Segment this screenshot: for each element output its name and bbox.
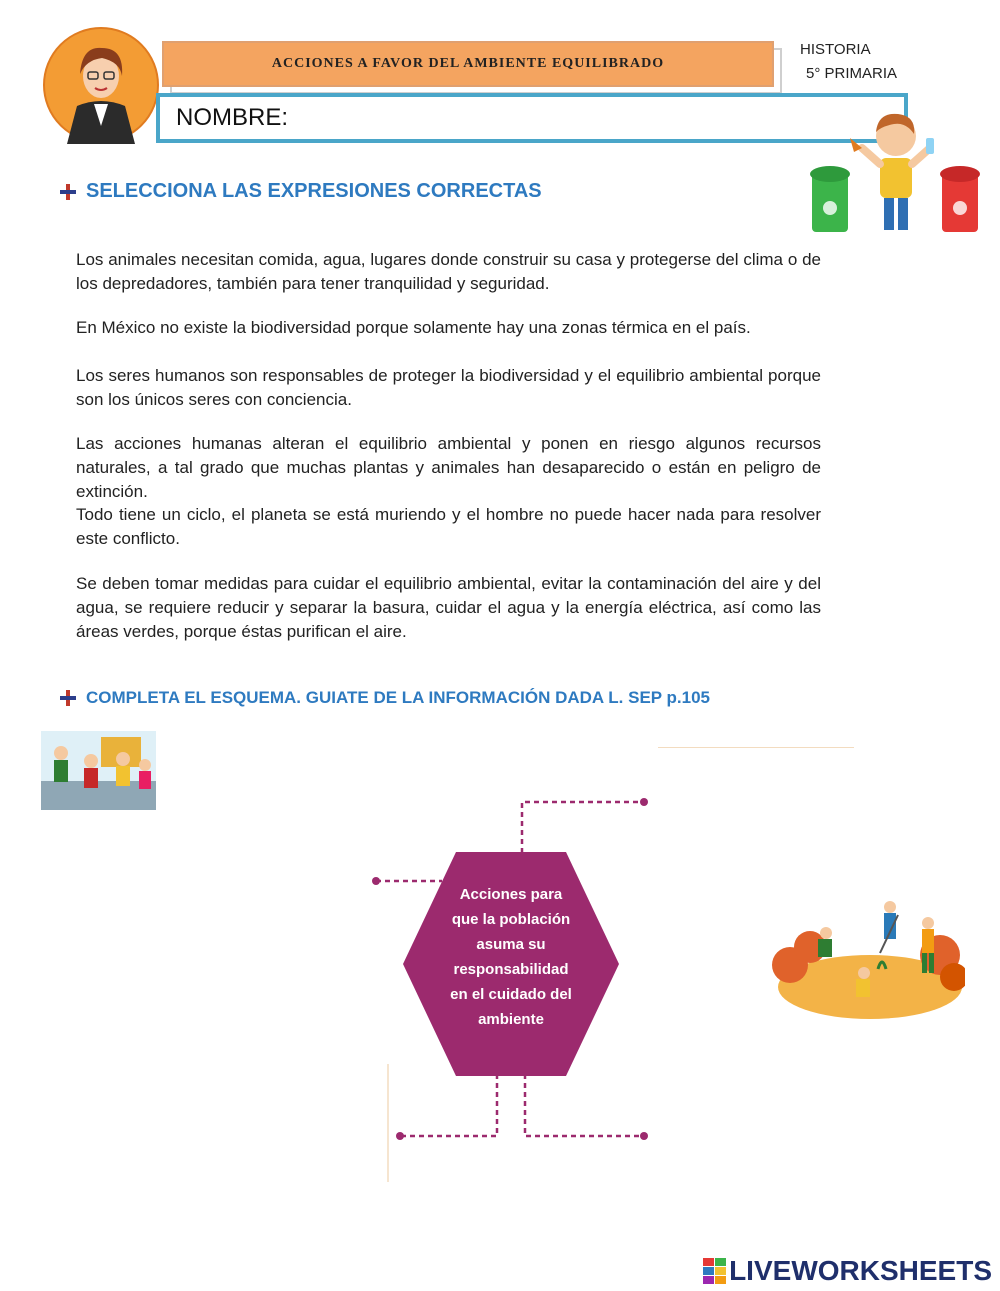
center-line-3: asuma su [476,936,546,953]
section1-heading [58,180,542,203]
statement-2[interactable]: En México no existe la biodiversidad porque solamente hay una zonas térmica en el país. [76,318,751,337]
people-planting-illustration [770,895,965,1025]
subject-label: HISTORIA [800,41,871,58]
recycling-kid-illustration [806,108,986,238]
section2-heading-text: COMPLETA EL ESQUEMA. GUIATE DE LA INFORMACIÓN DADA L. SEP p.105 [86,688,711,707]
teacher-avatar [42,26,160,144]
statement-6[interactable]: Se deben tomar medidas para cuidar el equilibrio ambiental, evitar la contaminación del aire y del agua, se requiere reducir y separar la basura, cuidar el agua y la energía eléctrica, así como las áreas verdes, porque éstas purifican el aire. [76,574,821,641]
name-label: NOMBRE: [176,104,289,131]
center-line-2: que la población [451,911,571,928]
logo-blocks-icon [703,1258,727,1284]
diagram-center-text [416,882,606,1032]
bullet-arrow-icon [58,182,78,202]
statement-5[interactable]: Todo tiene un ciclo, el planeta se está muriendo y el hombre no puede hacer nada para resolver este conflicto. [76,505,821,548]
liveworksheets-logo [703,1255,992,1287]
divider-line [658,747,854,748]
section2-heading [58,688,710,708]
center-line-4: responsabilidad [453,961,569,978]
logo-text: LIVEWORKSHEETS [729,1255,992,1286]
center-line-5: en el cuidado del [450,986,572,1003]
grade-label: 5° PRIMARIA [806,65,898,82]
statement-4[interactable]: Las acciones humanas alteran el equilibrio ambiental y ponen en riesgo algunos recursos naturales, a tal grado que muchas plantas y animales han desaparecido o están en peligro de extinción. [76,434,821,501]
subject-info [800,38,897,86]
center-line-6: ambiente [478,1011,544,1028]
bullet-arrow-icon [58,688,78,708]
section1-heading-text: SELECCIONA LAS EXPRESIONES CORRECTAS [86,180,542,202]
statement-1[interactable]: Los animales necesitan comida, agua, lugares donde construir su casa y protegerse del clima o de los depredadores, también para tener tranquilidad y seguridad. [76,250,821,293]
center-line-1: Acciones para [459,886,563,903]
statement-3[interactable]: Los seres humanos son responsables de proteger la biodiversidad y el equilibrio ambiental porque son los únicos seres con conciencia. [76,366,821,409]
people-cleaning-illustration [41,731,156,810]
name-field[interactable] [156,93,908,143]
worksheet-title: ACCIONES A FAVOR DEL AMBIENTE EQUILIBRADO [162,41,774,87]
